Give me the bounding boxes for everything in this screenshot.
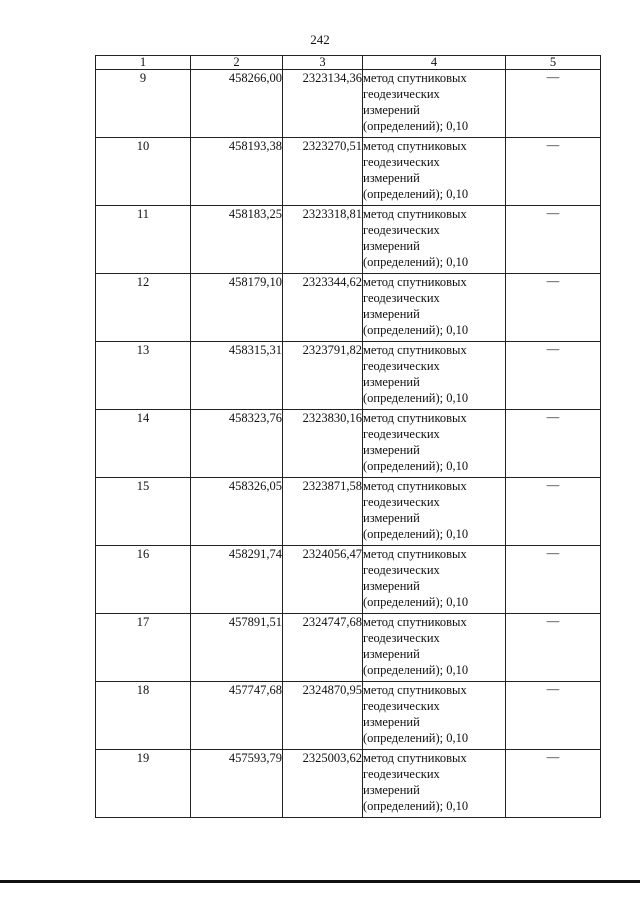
method-line: геодезических [363,155,440,169]
dash-mark: — [506,206,601,274]
point-number: 11 [96,206,191,274]
method-line: метод спутниковых [363,547,467,561]
method-line: измерений [363,579,420,593]
method-line: измерений [363,783,420,797]
dash-mark: — [506,70,601,138]
method-line: измерений [363,103,420,117]
method-line: геодезических [363,427,440,441]
method-cell [363,614,506,682]
method-line: (определений); 0,10 [363,731,469,745]
dash-mark: — [506,138,601,206]
method-line: измерений [363,239,420,253]
coord-x: 458291,74 [191,546,283,614]
point-number: 17 [96,614,191,682]
coord-y: 2323830,16 [283,410,363,478]
dash-mark: — [506,682,601,750]
method-line: (определений); 0,10 [363,595,469,609]
method-line: измерений [363,375,420,389]
dash-mark: — [506,546,601,614]
method-cell [363,274,506,342]
method-line: метод спутниковых [363,275,467,289]
point-number: 13 [96,342,191,410]
method-line: (определений); 0,10 [363,459,469,473]
table-row [96,478,601,546]
method-line: метод спутниковых [363,751,467,765]
method-line: метод спутниковых [363,615,467,629]
page-number: 242 [310,32,330,47]
point-number: 18 [96,682,191,750]
table-row [96,138,601,206]
coord-x: 458183,25 [191,206,283,274]
header-col-5: 5 [506,56,601,70]
coord-y: 2323344,62 [283,274,363,342]
method-line: (определений); 0,10 [363,799,469,813]
method-line: метод спутниковых [363,683,467,697]
table-header-row [96,56,601,70]
dash-mark: — [506,614,601,682]
method-line: метод спутниковых [363,479,467,493]
point-number: 12 [96,274,191,342]
coord-x: 457891,51 [191,614,283,682]
table-row [96,410,601,478]
table-row [96,274,601,342]
method-line: (определений); 0,10 [363,527,469,541]
method-cell [363,750,506,818]
method-cell [363,478,506,546]
method-line: геодезических [363,87,440,101]
method-cell [363,342,506,410]
method-line: метод спутниковых [363,71,467,85]
method-line: (определений); 0,10 [363,119,469,133]
method-line: измерений [363,511,420,525]
point-number: 10 [96,138,191,206]
method-line: геодезических [363,291,440,305]
coord-x: 457747,68 [191,682,283,750]
method-line: геодезических [363,767,440,781]
method-line: измерений [363,171,420,185]
table-row [96,750,601,818]
coordinates-table [95,55,601,818]
coord-y: 2324056,47 [283,546,363,614]
coord-y: 2324747,68 [283,614,363,682]
point-number: 19 [96,750,191,818]
method-cell [363,546,506,614]
coord-x: 457593,79 [191,750,283,818]
method-cell [363,138,506,206]
header-col-4: 4 [363,56,506,70]
header-col-2: 2 [191,56,283,70]
method-line: геодезических [363,223,440,237]
point-number: 9 [96,70,191,138]
method-line: геодезических [363,359,440,373]
method-line: измерений [363,443,420,457]
dash-mark: — [506,342,601,410]
bottom-rule [0,880,640,883]
point-number: 16 [96,546,191,614]
table-row [96,70,601,138]
dash-mark: — [506,274,601,342]
method-line: геодезических [363,699,440,713]
coord-y: 2323134,36 [283,70,363,138]
method-line: метод спутниковых [363,343,467,357]
coord-x: 458315,31 [191,342,283,410]
table-row [96,206,601,274]
point-number: 15 [96,478,191,546]
method-line: измерений [363,715,420,729]
coord-y: 2325003,62 [283,750,363,818]
method-line: метод спутниковых [363,411,467,425]
table-body [96,70,601,818]
table-row [96,682,601,750]
method-line: (определений); 0,10 [363,391,469,405]
coord-y: 2323791,82 [283,342,363,410]
method-cell [363,410,506,478]
coord-y: 2323318,81 [283,206,363,274]
dash-mark: — [506,750,601,818]
dash-mark: — [506,478,601,546]
dash-mark: — [506,410,601,478]
method-line: (определений); 0,10 [363,255,469,269]
coord-x: 458193,38 [191,138,283,206]
header-col-1: 1 [96,56,191,70]
method-line: (определений); 0,10 [363,187,469,201]
method-line: (определений); 0,10 [363,323,469,337]
coord-y: 2323871,58 [283,478,363,546]
method-line: измерений [363,647,420,661]
table-row [96,342,601,410]
point-number: 14 [96,410,191,478]
table-row [96,546,601,614]
method-line: метод спутниковых [363,207,467,221]
table-row [96,614,601,682]
coord-x: 458266,00 [191,70,283,138]
coord-x: 458179,10 [191,274,283,342]
method-cell [363,682,506,750]
method-line: метод спутниковых [363,139,467,153]
method-line: геодезических [363,495,440,509]
coord-y: 2323270,51 [283,138,363,206]
coord-y: 2324870,95 [283,682,363,750]
coord-x: 458326,05 [191,478,283,546]
method-line: измерений [363,307,420,321]
method-line: (определений); 0,10 [363,663,469,677]
method-cell [363,206,506,274]
method-line: геодезических [363,631,440,645]
method-line: геодезических [363,563,440,577]
method-cell [363,70,506,138]
header-col-3: 3 [283,56,363,70]
coord-x: 458323,76 [191,410,283,478]
